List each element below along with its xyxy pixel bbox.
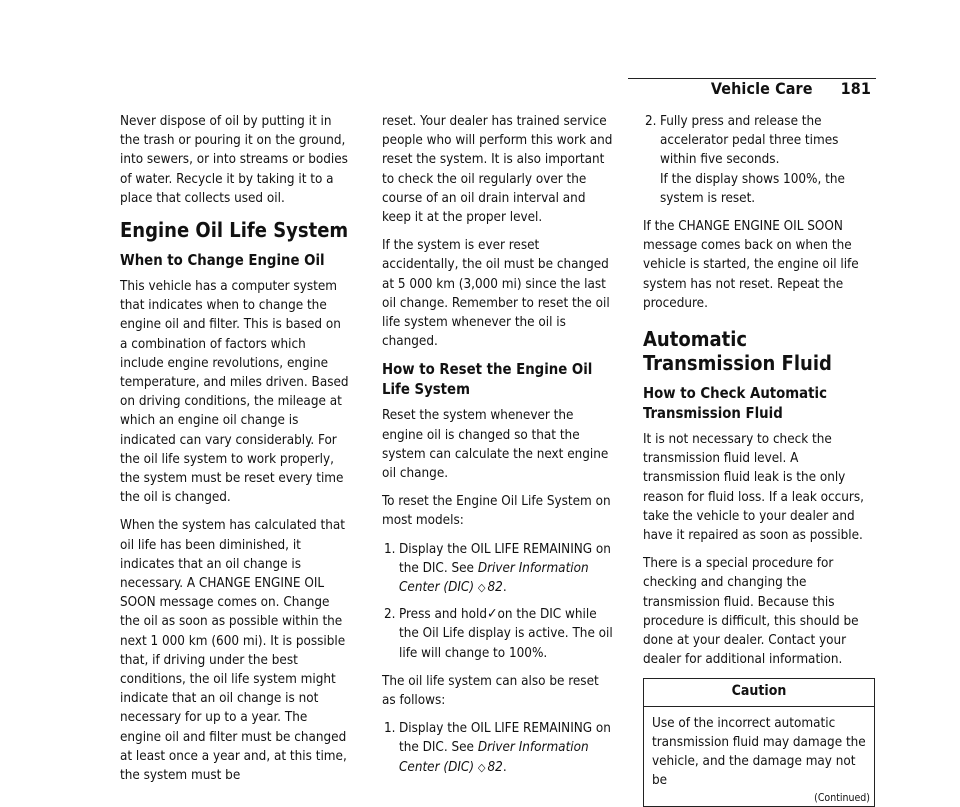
section-heading: Automatic Transmission Fluid <box>643 327 832 376</box>
header-rule <box>628 78 876 79</box>
list-item <box>643 112 875 208</box>
paragraph: It is not necessary to check the transmission fluid level. A transmission fluid leak is the only reason for fluid loss. If a leak occurs, take the vehicle to your dealer and have it repaired as soon as possible. <box>643 432 864 544</box>
page-reference[interactable]: 82 <box>487 759 503 775</box>
paragraph: If the system is ever reset accidentally, the oil must be changed at 5 000 km (3,000 mi) since the last oil change. Remember to reset the oil life system whenever the oil is changed. <box>382 238 610 350</box>
paragraph: To reset the Engine Oil Life System on most models: <box>382 494 611 529</box>
page-number: 181 <box>840 79 871 98</box>
step-text: Press and hold <box>399 607 487 623</box>
section-heading: Engine Oil Life System <box>120 218 349 243</box>
page-reference-icon: ◇ <box>477 760 486 774</box>
page-reference-icon: ◇ <box>477 581 486 595</box>
paragraph: This vehicle has a computer system that indicates when to change the engine oil and filter. This is based on a combination of factors which include engine revolutions, engine temperature, and miles driven. Based on driving conditions, the mileage at which an engine oil change is indicated can vary considerably. For the oil life system to work properly, the system must be reset every time the oil is changed. <box>120 279 349 506</box>
checkmark-icon: ✓ <box>486 606 498 623</box>
step-number: 1. <box>384 721 396 737</box>
step-number: 2. <box>645 114 657 129</box>
section-title: Vehicle Care <box>710 79 813 98</box>
paragraph: There is a special procedure for checking and changing the transmission fluid. Because this procedure is difficult, this should be done at your dealer. Contact your dealer for additional information. <box>643 556 859 668</box>
continued-label: (Continued) <box>814 792 870 805</box>
paragraph: When the system has calculated that oil life has been diminished, it indicates that an oil change is necessary. A CHANGE ENGINE OIL SOON message comes on. Change the oil as soon as possible within the next 1 000 km (600 mi). It is possible that, if driving under the best conditions, the oil life system might indicate that an oil change is not necessary for up to a year. The engine oil and filter must be changed at least once a year and, at this time, the system must be <box>120 518 347 784</box>
column-1 <box>120 112 352 794</box>
column-3 <box>643 112 875 807</box>
subsection-heading: When to Change Engine Oil <box>120 252 325 270</box>
paragraph: reset. Your dealer has trained service people who will perform this work and reset the system. It is also important to check the oil regularly over the course of an oil drain interval and keep it at the proper level. <box>382 114 613 226</box>
reference-title: Driver Information Center (DIC) <box>399 740 589 775</box>
step-number: 1. <box>384 541 396 557</box>
subsection-heading: How to Reset the Engine Oil Life System <box>382 361 593 399</box>
step-number: 2. <box>384 607 396 623</box>
caution-text: Use of the incorrect automatic transmission fluid may damage the vehicle, and the damage may not be <box>652 715 866 789</box>
page-header <box>711 79 871 98</box>
list-item <box>382 605 614 663</box>
alt-reset-steps-list <box>382 719 614 777</box>
step-text: Fully press and release the accelerator pedal three times within five seconds. <box>660 114 839 168</box>
paragraph: Never dispose of oil by putting it in the trash or pouring it on the ground, into sewers, or into streams or bodies of water. Recycle it by taking it to a place that collects used oil. <box>120 114 348 206</box>
step-text: If the display shows 100%, the system is reset. <box>660 171 845 206</box>
page-reference[interactable]: 82 <box>487 580 503 596</box>
paragraph: The oil life system can also be reset as follows: <box>382 673 599 709</box>
paragraph: Reset the system whenever the engine oil is changed so that the system can calculate the next engine oil change. <box>382 408 609 482</box>
list-item: 1. Display the OIL LIFE REMAINING on the DIC. See Driver Information Center (DIC) ◇ 82. <box>382 719 614 777</box>
reference-title: Driver Information Center (DIC) <box>399 560 589 596</box>
step-text: on the DIC while the Oil Life display is active. The oil life will change to 100%. <box>399 607 613 661</box>
subsection-heading: How to Check Automatic Transmission Fluid <box>643 385 827 423</box>
paragraph: If the CHANGE ENGINE OIL SOON message comes back on when the vehicle is started, the engine oil life system has not reset. Repeat the procedure. <box>643 219 859 311</box>
step-text: Display the OIL LIFE REMAINING on the DIC. See <box>399 721 611 756</box>
column-2 <box>382 112 614 786</box>
reset-steps-list <box>382 540 614 663</box>
caution-box <box>643 678 875 807</box>
step-text: Display the OIL LIFE REMAINING on the DIC. See <box>399 541 611 576</box>
caution-title: Caution <box>644 679 874 706</box>
list-item: 1. Display the OIL LIFE REMAINING on the DIC. See Driver Information Center (DIC) ◇ 82. <box>382 540 614 598</box>
alt-reset-steps-list-continued <box>643 112 875 208</box>
